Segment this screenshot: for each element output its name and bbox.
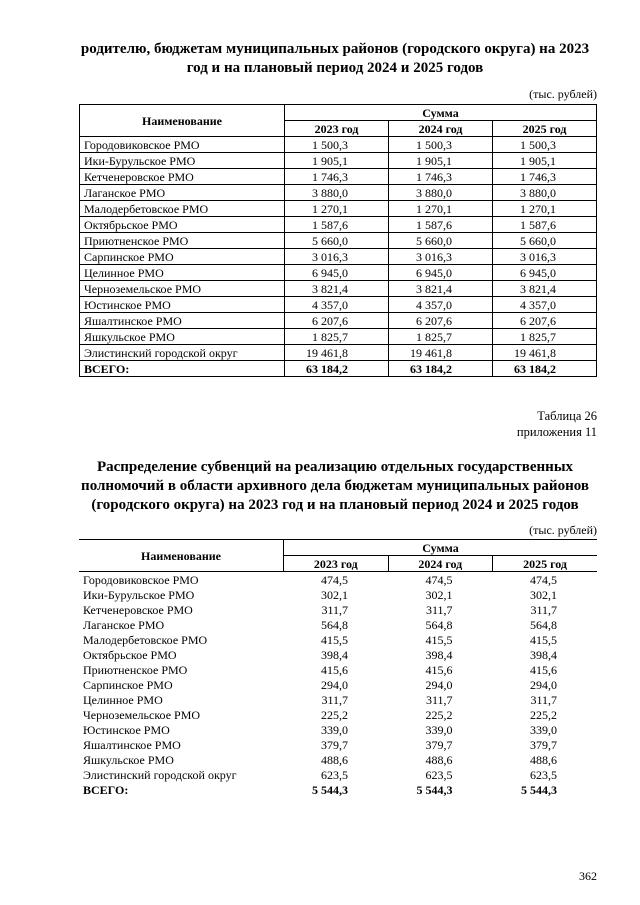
row-name: Городовиковское РМО [80, 137, 285, 153]
row-value: 6 207,6 [285, 313, 389, 329]
row-value: 564,8 [425, 617, 453, 632]
header-year: 2024 год [389, 121, 493, 137]
row-value: 4 357,0 [285, 297, 389, 313]
row-value: 415,5 [321, 632, 348, 647]
row-value: 311,7 [425, 692, 453, 707]
row-value: 311,7 [321, 692, 348, 707]
row-value: 488,6 [321, 752, 348, 767]
row-value: 1 270,1 [389, 201, 493, 217]
total-row [79, 782, 597, 797]
row-value: 339,0 [321, 722, 348, 737]
total-value: 63 184,2 [493, 361, 597, 377]
table-row [79, 707, 597, 722]
table-row [79, 632, 597, 647]
row-value: 339,0 [530, 722, 557, 737]
table-row [79, 692, 597, 707]
row-value: 564,8 [530, 617, 557, 632]
row-value: 6 945,0 [493, 265, 597, 281]
row-name: Приютненское РМО [83, 662, 188, 677]
table-row [80, 313, 597, 329]
table-row [80, 233, 597, 249]
row-name: Кетченеровское РМО [83, 602, 193, 617]
table-row [80, 297, 597, 313]
table-row [80, 137, 597, 153]
header-year: 2025 год [493, 556, 598, 572]
header-year: 2025 год [493, 121, 597, 137]
row-value: 1 587,6 [389, 217, 493, 233]
row-value: 398,4 [321, 647, 348, 662]
row-value: 1 825,7 [389, 329, 493, 345]
row-value: 6 945,0 [285, 265, 389, 281]
appendix-line: приложения 11 [516, 425, 597, 439]
row-value: 379,7 [530, 737, 557, 752]
row-name: Кетченеровское РМО [80, 169, 285, 185]
row-value: 5 660,0 [493, 233, 597, 249]
row-name: Малодербетовское РМО [83, 632, 208, 647]
row-value: 19 461,8 [389, 345, 493, 361]
row-value: 474,5 [425, 572, 453, 587]
table-row [80, 169, 597, 185]
row-value: 3 821,4 [493, 281, 597, 297]
table-row [79, 602, 597, 617]
row-value: 6 945,0 [389, 265, 493, 281]
row-value: 1 825,7 [493, 329, 597, 345]
total-value: 5 544,3 [416, 782, 453, 797]
row-value: 339,0 [425, 722, 453, 737]
row-name: Целинное РМО [80, 265, 285, 281]
row-name: Лаганское РМО [80, 185, 285, 201]
subsidy-table-1 [79, 104, 597, 377]
title-line: полномочий в области архивного дела бюджетам муниципальных районов [81, 478, 589, 494]
row-value: 398,4 [530, 647, 557, 662]
row-value: 5 660,0 [285, 233, 389, 249]
row-value: 1 905,1 [389, 153, 493, 169]
table-row [79, 662, 597, 677]
table-number [517, 408, 597, 440]
row-value: 379,7 [425, 737, 453, 752]
row-name: Сарпинское РМО [80, 249, 285, 265]
row-name: Яшкульское РМО [83, 752, 174, 767]
row-value: 379,7 [321, 737, 348, 752]
row-value: 225,2 [321, 707, 348, 722]
row-value: 294,0 [425, 677, 453, 692]
row-name: Элистинский городской округ [83, 767, 237, 782]
row-value: 415,6 [425, 662, 453, 677]
row-value: 415,5 [425, 632, 453, 647]
row-value: 311,7 [425, 602, 453, 617]
row-name: Октябрьское РМО [80, 217, 285, 233]
subvention-table [79, 539, 597, 797]
row-value: 623,5 [530, 767, 557, 782]
row-value: 302,1 [321, 587, 348, 602]
row-value: 398,4 [425, 647, 453, 662]
table-row [80, 265, 597, 281]
title-line: Распределение субвенций на реализацию отдельных государственных [96, 459, 574, 475]
table-row [80, 153, 597, 169]
row-name: Приютненское РМО [80, 233, 285, 249]
row-value: 311,7 [530, 692, 557, 707]
row-value: 4 357,0 [389, 297, 493, 313]
row-value: 225,2 [530, 707, 557, 722]
title-line: родителю, бюджетам муниципальных районов (городского округа) на 2023 [80, 41, 590, 57]
title-line: год и на плановый период 2024 и 2025 годов [186, 60, 484, 76]
table-title [70, 458, 600, 515]
row-value: 564,8 [321, 617, 348, 632]
total-value: 5 544,3 [312, 782, 348, 797]
row-name: Целинное РМО [83, 692, 163, 707]
row-name: Городовиковское РМО [83, 572, 199, 587]
header-name: Наименование [79, 540, 284, 572]
table-row [80, 185, 597, 201]
row-value: 3 821,4 [285, 281, 389, 297]
table-row [79, 587, 597, 602]
row-name: Яшкульское РМО [80, 329, 285, 345]
row-name: Яшалтинское РМО [83, 737, 181, 752]
row-value: 415,6 [321, 662, 348, 677]
row-value: 1 270,1 [285, 201, 389, 217]
table-row [79, 617, 597, 632]
header-sum: Сумма [284, 540, 598, 556]
row-value: 1 500,3 [389, 137, 493, 153]
row-value: 415,5 [530, 632, 557, 647]
table-row [80, 329, 597, 345]
row-value: 302,1 [425, 587, 453, 602]
header-sum: Сумма [285, 105, 597, 121]
row-value: 302,1 [530, 587, 557, 602]
total-value: 63 184,2 [285, 361, 389, 377]
row-value: 1 746,3 [493, 169, 597, 185]
row-name: Октябрьское РМО [83, 647, 177, 662]
row-value: 488,6 [425, 752, 453, 767]
row-value: 488,6 [530, 752, 557, 767]
row-value: 1 746,3 [285, 169, 389, 185]
row-value: 3 016,3 [493, 249, 597, 265]
title-line: (городского округа) на 2023 год и на плановый период 2024 и 2025 годов [91, 497, 579, 513]
row-value: 4 357,0 [493, 297, 597, 313]
table-title-continued [70, 40, 600, 78]
table-row [80, 281, 597, 297]
total-label: ВСЕГО: [80, 361, 285, 377]
row-value: 225,2 [425, 707, 453, 722]
row-value: 3 880,0 [285, 185, 389, 201]
row-value: 474,5 [321, 572, 348, 587]
table-row [80, 249, 597, 265]
table-row [79, 737, 597, 752]
row-value: 5 660,0 [389, 233, 493, 249]
row-value: 6 207,6 [493, 313, 597, 329]
row-name: Черноземельское РМО [83, 707, 201, 722]
row-value: 3 821,4 [389, 281, 493, 297]
units-label: (тыс. рублей) [529, 523, 597, 537]
row-value: 19 461,8 [285, 345, 389, 361]
table-row [79, 572, 597, 588]
row-value: 1 905,1 [285, 153, 389, 169]
table-row [79, 767, 597, 782]
row-value: 1 825,7 [285, 329, 389, 345]
header-name: Наименование [80, 105, 285, 137]
row-name: Яшалтинское РМО [80, 313, 285, 329]
table-row [80, 201, 597, 217]
table-row [79, 722, 597, 737]
table-number-line: Таблица 26 [537, 409, 597, 423]
page-number: 362 [579, 869, 597, 883]
row-value: 3 880,0 [389, 185, 493, 201]
table-row [80, 217, 597, 233]
row-value: 623,5 [321, 767, 348, 782]
row-value: 294,0 [530, 677, 557, 692]
row-value: 311,7 [530, 602, 557, 617]
total-label: ВСЕГО: [83, 782, 129, 797]
row-value: 6 207,6 [389, 313, 493, 329]
units-label: (тыс. рублей) [529, 87, 597, 101]
header-year: 2024 год [388, 556, 493, 572]
row-value: 3 016,3 [389, 249, 493, 265]
row-value: 311,7 [321, 602, 348, 617]
row-name: Лаганское РМО [83, 617, 165, 632]
row-value: 474,5 [530, 572, 557, 587]
row-value: 623,5 [425, 767, 453, 782]
row-name: Ики-Бурульское РМО [83, 587, 195, 602]
table-row [79, 647, 597, 662]
row-value: 1 587,6 [493, 217, 597, 233]
row-name: Юстинское РМО [80, 297, 285, 313]
header-year: 2023 год [284, 556, 389, 572]
total-value: 63 184,2 [389, 361, 493, 377]
row-name: Юстинское РМО [83, 722, 170, 737]
table-row [80, 345, 597, 361]
table-row [79, 752, 597, 767]
total-value: 5 544,3 [521, 782, 557, 797]
table-row [79, 677, 597, 692]
row-value: 1 500,3 [285, 137, 389, 153]
row-value: 1 500,3 [493, 137, 597, 153]
row-value: 3 880,0 [493, 185, 597, 201]
row-name: Малодербетовское РМО [80, 201, 285, 217]
row-name: Элистинский городской округ [80, 345, 285, 361]
row-name: Черноземельское РМО [80, 281, 285, 297]
row-value: 19 461,8 [493, 345, 597, 361]
row-value: 1 587,6 [285, 217, 389, 233]
row-name: Сарпинское РМО [83, 677, 173, 692]
row-name: Ики-Бурульское РМО [80, 153, 285, 169]
row-value: 1 905,1 [493, 153, 597, 169]
row-value: 3 016,3 [285, 249, 389, 265]
row-value: 1 746,3 [389, 169, 493, 185]
row-value: 415,6 [530, 662, 557, 677]
header-year: 2023 год [285, 121, 389, 137]
row-value: 1 270,1 [493, 201, 597, 217]
row-value: 294,0 [321, 677, 348, 692]
total-row [80, 361, 597, 377]
